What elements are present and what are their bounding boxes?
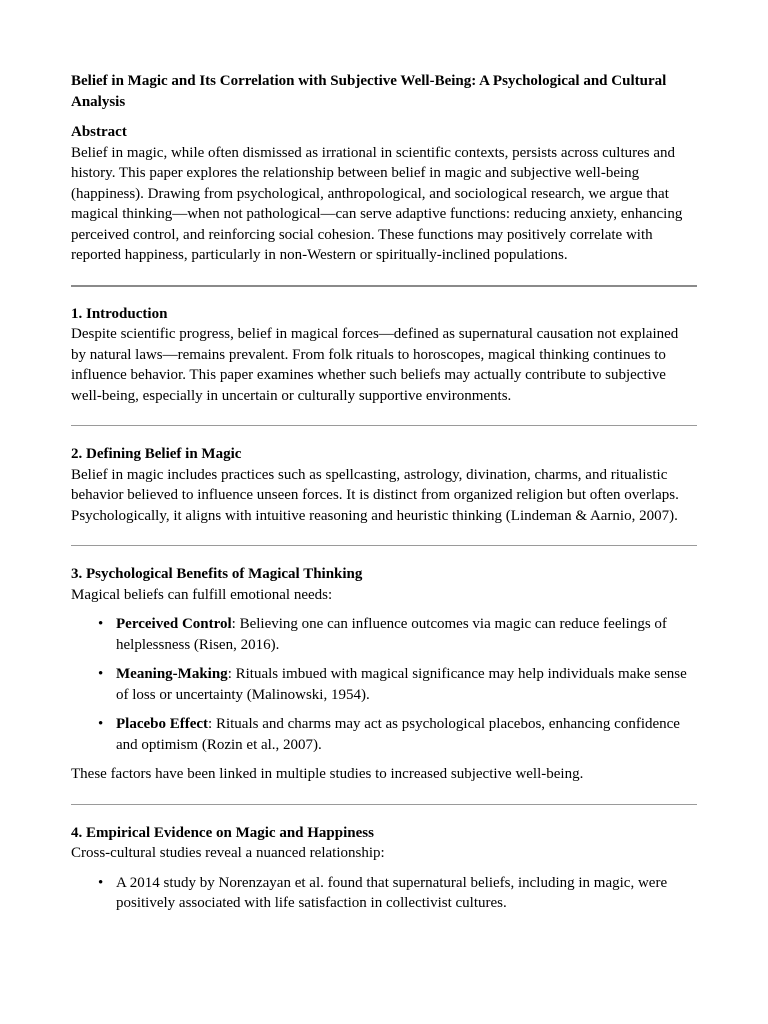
benefits-list [71, 614, 697, 755]
list-item [98, 614, 697, 655]
bullet-icon: • [98, 716, 104, 732]
list-item-text: : Believing one can influence outcomes via magic can reduce feelings of helplessness (Risen, 2016). [116, 616, 667, 653]
list-item-term: Meaning-Making [116, 666, 228, 682]
list-item-text: A 2014 study by Norenzayan et al. found that supernatural beliefs, including in magic, were positively associated with life satisfaction in collectivist cultures. [116, 874, 668, 911]
abstract-heading: Abstract [71, 124, 127, 140]
section-divider [71, 285, 697, 287]
bullet-icon: • [98, 666, 104, 682]
list-item [98, 714, 697, 755]
evidence-heading: 4. Empirical Evidence on Magic and Happiness [71, 824, 374, 841]
defining-text: Belief in magic includes practices such as spellcasting, astrology, divination, charms, and ritualistic behavior believed to influence unseen forces. It is distinct from organized religion but often overlaps. Psychologically, it aligns with intuitive reasoning and heuristic thinking (Lindeman & Aarnio, 2007). [71, 466, 679, 524]
benefits-intro: Magical beliefs can fulfill emotional needs: [71, 586, 333, 603]
list-item-text: : Rituals and charms may act as psychological placebos, enhancing confidence and optimism (Rozin et al., 2007). [116, 716, 680, 753]
paper-title: Belief in Magic and Its Correlation with Subjective Well-Being: A Psychological and Cultural Analysis [71, 73, 667, 110]
list-item-term: Perceived Control [116, 616, 232, 632]
introduction-heading: 1. Introduction [71, 305, 168, 322]
abstract-text: Belief in magic, while often dismissed as irrational in scientific contexts, persists across cultures and history. This paper explores the relationship between belief in magic and subjective well-being (happiness). Drawing from psychological, anthropological, and sociological research, we argue that magical thinking—when not pathological—can serve adaptive functions: reducing anxiety, enhancing perceived control, and reinforcing social cohesion. These functions may positively correlate with reported happiness, particularly in non-Western or spiritually-inclined populations. [71, 144, 683, 263]
bullet-icon: • [98, 616, 104, 632]
evidence-intro: Cross-cultural studies reveal a nuanced relationship: [71, 845, 385, 861]
bullet-icon: • [98, 874, 104, 891]
introduction-text: Despite scientific progress, belief in magical forces—defined as supernatural causation not explained by natural laws—remains prevalent. From folk rituals to horoscopes, magical thinking continues to influence behavior. This paper examines whether such beliefs may actually contribute to subjective well-being, especially in uncertain or culturally supportive environments. [71, 326, 679, 404]
list-item [98, 873, 697, 914]
list-item-text: : Rituals imbued with magical significance may help individuals make sense of loss or uncertainty (Malinowski, 1954). [116, 666, 687, 703]
defining-heading: 2. Defining Belief in Magic [71, 446, 242, 462]
list-item [98, 664, 697, 705]
benefits-conclusion: These factors have been linked in multiple studies to increased subjective well-being. [71, 766, 584, 782]
section-divider [71, 545, 697, 546]
evidence-list [71, 873, 697, 914]
benefits-heading: 3. Psychological Benefits of Magical Thinking [71, 566, 363, 582]
list-item-term: Placebo Effect [116, 716, 209, 732]
section-divider [71, 425, 697, 426]
section-divider [71, 804, 697, 805]
